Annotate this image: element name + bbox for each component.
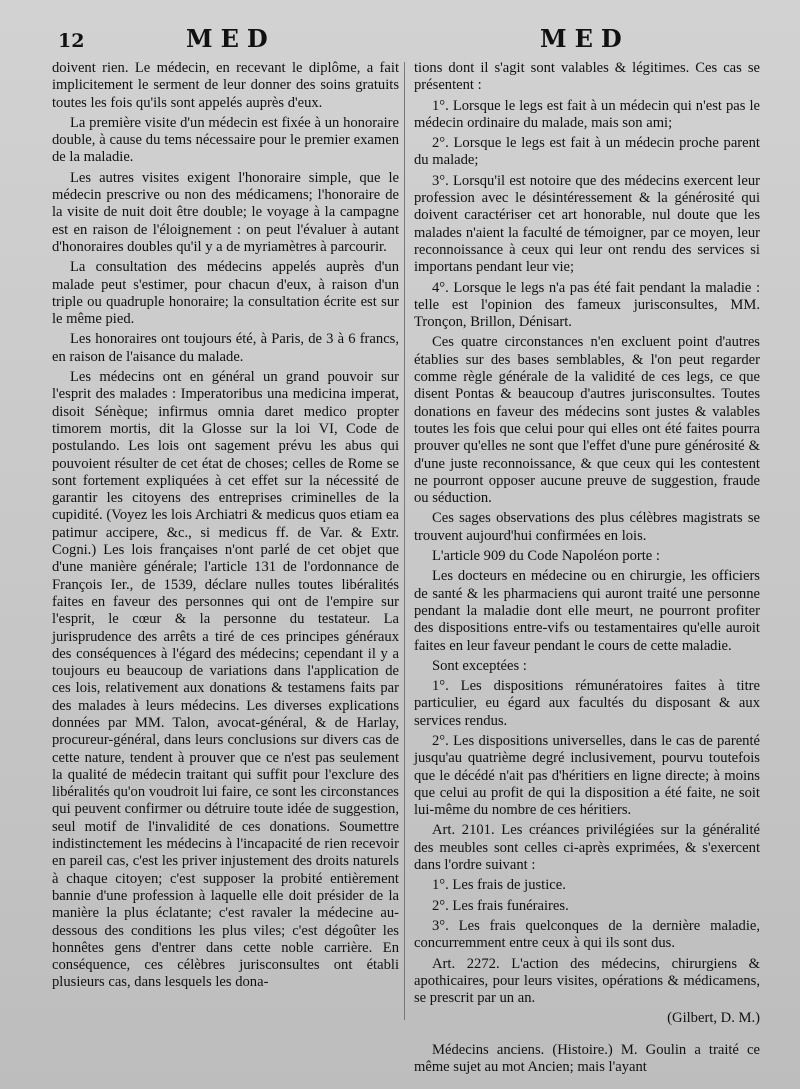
right-running-head: MED xyxy=(540,24,630,53)
author-signature: (Gilbert, D. M.) xyxy=(667,1010,760,1027)
paragraph: Les docteurs en médecine ou en chirurgie, les officiers de santé & les pharmaciens qui auront traité une personne pendant la maladie dont elle meurt, ne pourront profiter des dispositions entre-vifs ou testamentaires qu'elle auroit faites en leur faveur pendant le cours de cette maladie. xyxy=(414,568,760,654)
paragraph: La première visite d'un médecin est fixée à un honoraire double, à cause du tems nécessaire pour le premier examen de la maladie. xyxy=(52,114,399,166)
paragraph: 2°. Les frais funéraires. xyxy=(432,897,569,914)
paragraph: Ces quatre circonstances n'en excluent point d'autres établies sur des bases semblables, & l'on peut regarder comme règle générale de la validité de ces legs, ce que disent Pontas & beaucoup d'autres jurisconsultes. Toutes donations en faveur des médecins sont justes & valables toutes les fois que celui pour qui elles ont été faites pourra prouver qu'elles ne sont que l'effet d'une pure générosité & d'une juste reconnoissance, & que ceux qui les contestent ne pourront opposer aucune preuve de suggestion, fraude ou séduction. xyxy=(414,334,760,507)
paragraph: 3°. Lorsqu'il est notoire que des médecins exercent leur profession avec le désintéressement & la générosité qui doivent caractériser cet art honorable, nul doute que les malades n'aient la faculté de témoigner, par ce moyen, leur reconnoissance à ceux qui leur ont rendu des services si importans pendant leur vie; xyxy=(414,172,760,276)
paragraph: Art. 2272. L'action des médecins, chirurgiens & apothicaires, pour leurs visites, opérations & médicamens, se prescrit par un an. xyxy=(414,955,760,1007)
paragraph: Art. 2101. Les créances privilégiées sur la généralité des meubles sont celles ci-après exprimées, & s'exercent dans l'ordre suivant : xyxy=(414,822,760,874)
page-number: 12 xyxy=(58,30,85,52)
paragraph: Les médecins ont en général un grand pouvoir sur l'esprit des malades : Imperatoribus una medicina imperat, disoit Sénèque; infirmus omnia daret medico propter timorem mortis, dit la Glosse sur la loi VI, Code de postulando. Les lois ont sagement prévu les abus qui pouvoient résulter de cet état de choses; celles de Rome se sont fortement expliquées à cet effet sur la nécessité de garantir les citoyens des entreprises criminelles de la cupidité. (Voyez les lois Archiatri & medicus quos etiam ea patimur accipere, &c., si medicus ff. de Var. & Extr. Cogni.) Les lois françaises n'ont parlé de cet objet que d'une manière générale; l'article 131 de l'ordonnance de François Ier., de 1539, déclare nulles toutes libéralités faites en faveur des personnes qui ont de l'empire sur l'esprit, le cœur & la personne du testateur. La jurisprudence des arrêts a tiré de ces principes généraux des conséquences à l'égard des médecins; cependant il y a toujours eu beaucoup de variations dans l'application de ces lois, relativement aux donations & testamens faits par des malades à leurs médecins. Les diverses explications données par MM. Talon, avocat-général, & de Harlay, procureur-général, dans leurs conclusions sur divers cas de cette nature, tendent à prouver que ce n'est pas seulement la qualité de médecin traitant qui suffit pour l'exclure des libéralités qu'on voudroit lui faire, ce sont les circonstances qui peuvent confirmer ou détruire toute idée de suggestion, seul motif de l'invalidité de ces donations. Soumettre indistinctement les médecins à l'incapacité de rien recevoir en pareil cas, c'est les priver injustement des droits naturels à chaque citoyen; c'est supposer la probité entièrement bannie d'une profession à laquelle elle doit présider de la manière la plus éclatante; c'est ravaler la médecine au-dessous des conditions les plus viles; c'est dégoûter les honnêtes gens d'entrer dans cette noble carrière. En conséquence, ces célèbres jurisconsultes ont établi plusieurs cas, dans lesquels les dona- xyxy=(52,369,399,991)
paragraph: Sont exceptées : xyxy=(432,657,527,674)
paragraph: Les autres visites exigent l'honoraire simple, que le médecin prescrive ou non des médicamens; l'honoraire de la visite de nuit doit être double; le voyage à la campagne est en raison de l'éloignement : on peut l'évaluer à autant d'honoraires doubles qu'il y a de myriamètres à parcourir. xyxy=(52,169,399,255)
paragraph: Ces sages observations des plus célèbres magistrats se trouvent aujourd'hui confirmées en lois. xyxy=(414,510,760,544)
paragraph: doivent rien. Le médecin, en recevant le diplôme, a fait implicitement le serment de leur donner des soins gratuits toutes les fois qu'ils sont appelés auprès d'eux. xyxy=(52,60,399,111)
paragraph: La consultation des médecins appelés auprès d'un malade peut s'estimer, pour chacun d'eux, à raison d'un triple ou quadruple honoraire; la consultation écrite est sur le même pied. xyxy=(52,259,399,328)
paragraph: 1°. Les dispositions rémunératoires faites à titre particulier, eu égard aux facultés du disposant & aux services rendus. xyxy=(414,678,760,729)
next-entry-paragraph: Médecins anciens. (Histoire.) M. Goulin a traité ce même sujet au mot Ancien; mais l'ayant xyxy=(414,1041,760,1076)
running-header xyxy=(0,22,800,58)
paragraph: Les honoraires ont toujours été, à Paris, de 3 à 6 francs, en raison de l'aisance du malade. xyxy=(52,331,399,365)
left-running-head: MED xyxy=(186,24,276,53)
paragraph: 3°. Les frais quelconques de la dernière maladie, concurremment entre ceux à qui ils sont dus. xyxy=(414,917,760,952)
paragraph: 4°. Lorsque le legs n'a pas été fait pendant la maladie : telle est l'opinion des fameux jurisconsultes, MM. Tronçon, Brillon, Dénisart. xyxy=(414,279,760,331)
paragraph: L'article 909 du Code Napoléon porte : xyxy=(432,548,660,565)
paragraph: 2°. Lorsque le legs est fait à un médecin proche parent du malade; xyxy=(414,135,760,169)
paragraph: 2°. Les dispositions universelles, dans le cas de parenté jusqu'au quatrième degré inclusivement, pourvu toutefois que le décédé n'ait pas d'héritiers en ligne directe; à moins que celui au profit de qui la disposition a été faite, ne soit lui-même du nombre de ces héritiers. xyxy=(414,732,760,819)
right-column xyxy=(414,60,760,1079)
left-column xyxy=(52,60,399,995)
paragraph: 1°. Les frais de justice. xyxy=(432,877,566,894)
column-divider xyxy=(404,62,405,1020)
paragraph: 1°. Lorsque le legs est fait à un médecin qui n'est pas le médecin ordinaire du malade, mais son ami; xyxy=(414,97,760,131)
paragraph: tions dont il s'agit sont valables & légitimes. Ces cas se présentent : xyxy=(414,60,760,94)
